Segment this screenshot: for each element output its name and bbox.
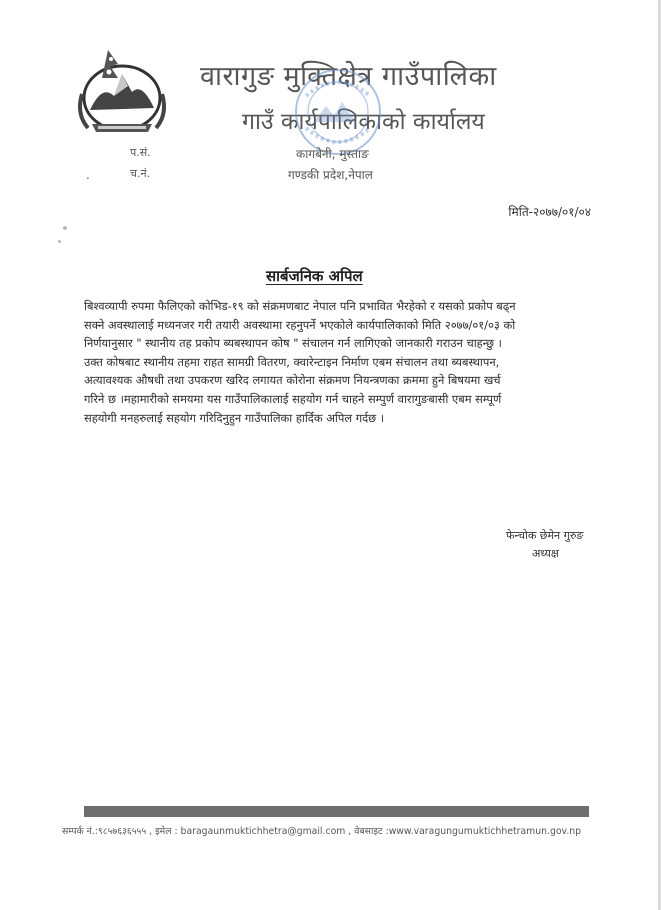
footer-bar bbox=[84, 806, 589, 817]
address-line-1: कागबेनी, मुस्ताङ bbox=[296, 147, 369, 161]
body-line: अत्यावश्यक औषधी तथा उपकरण खरिद लगायत कोरोना संक्रमण नियन्त्रणका क्रममा हुने बिषयमा खर्च bbox=[84, 373, 501, 388]
letter-subject: सार्बजनिक अपिल bbox=[266, 267, 363, 285]
scan-speck bbox=[58, 240, 61, 243]
signatory-designation: अध्यक्ष bbox=[532, 547, 559, 560]
footer-contact: सम्पर्क नं.:९८५७६३६५५५ , इमेल : baragaunmuktichhetra@gmail.com , वेबसाइट :www.varagungumuktichhetramun.gov.np bbox=[62, 826, 582, 837]
body-line: गरिने छ ।महामारीको समयमा यस गाउँपालिकालाई सहयोग गर्न चाहने सम्पुर्ण वारागुङबासी एबम सम्पूर्ण bbox=[84, 391, 502, 406]
reference-number-label: प.सं. bbox=[130, 146, 151, 159]
letter-date: मिति-२०७७/०१/०४ bbox=[508, 205, 591, 219]
dispatch-number-label: च.नं. bbox=[130, 167, 151, 180]
body-line: उक्त कोषबाट स्थानीय तहमा राहत सामग्री वितरण, क्वारेन्टाइन निर्माण एबम संचालन तथा ब्यबस्थापन, bbox=[84, 354, 500, 369]
body-line: सहयोगी मनहरुलाई सहयोग गरिदिनुहुन गाउँपालिका हार्दिक अपिल गर्दछ । bbox=[84, 410, 385, 425]
body-line: सक्ने अवस्थालाई मध्यनजर गरी तयारी अवस्थामा रहनुपर्ने भएकोले कार्यपालिकाको मिति २०७७/०१/०३ को bbox=[84, 317, 516, 332]
address-line-2: गण्डकी प्रदेश,नेपाल bbox=[288, 168, 373, 182]
body-line: बिश्वव्यापी रुपमा फैलिएको कोभिड-१९ को संक्रमणबाट नेपाल पनि प्रभावित भैरहेको र यसको प्रकोप बढ्न bbox=[84, 299, 516, 313]
signatory-name: फेन्चोक छेमेन गुरुङ bbox=[506, 529, 584, 542]
margin-dot: . bbox=[86, 168, 90, 182]
letterhead-subtitle: गाउँ कार्यपालिकाको कार्यालय bbox=[242, 109, 485, 135]
government-emblem-icon bbox=[78, 44, 166, 136]
body-line: निर्णयानुसार " स्थानीय तह प्रकोप ब्यबस्थापन कोष " संचालन गर्न लागिएको जानकारी गराउन चाहन्छु । bbox=[84, 336, 502, 351]
letter-body bbox=[84, 297, 589, 427]
letterhead-title: वारागुङ मुक्तिक्षेत्र गाउँपालिका bbox=[200, 61, 497, 92]
scan-speck bbox=[63, 226, 67, 230]
